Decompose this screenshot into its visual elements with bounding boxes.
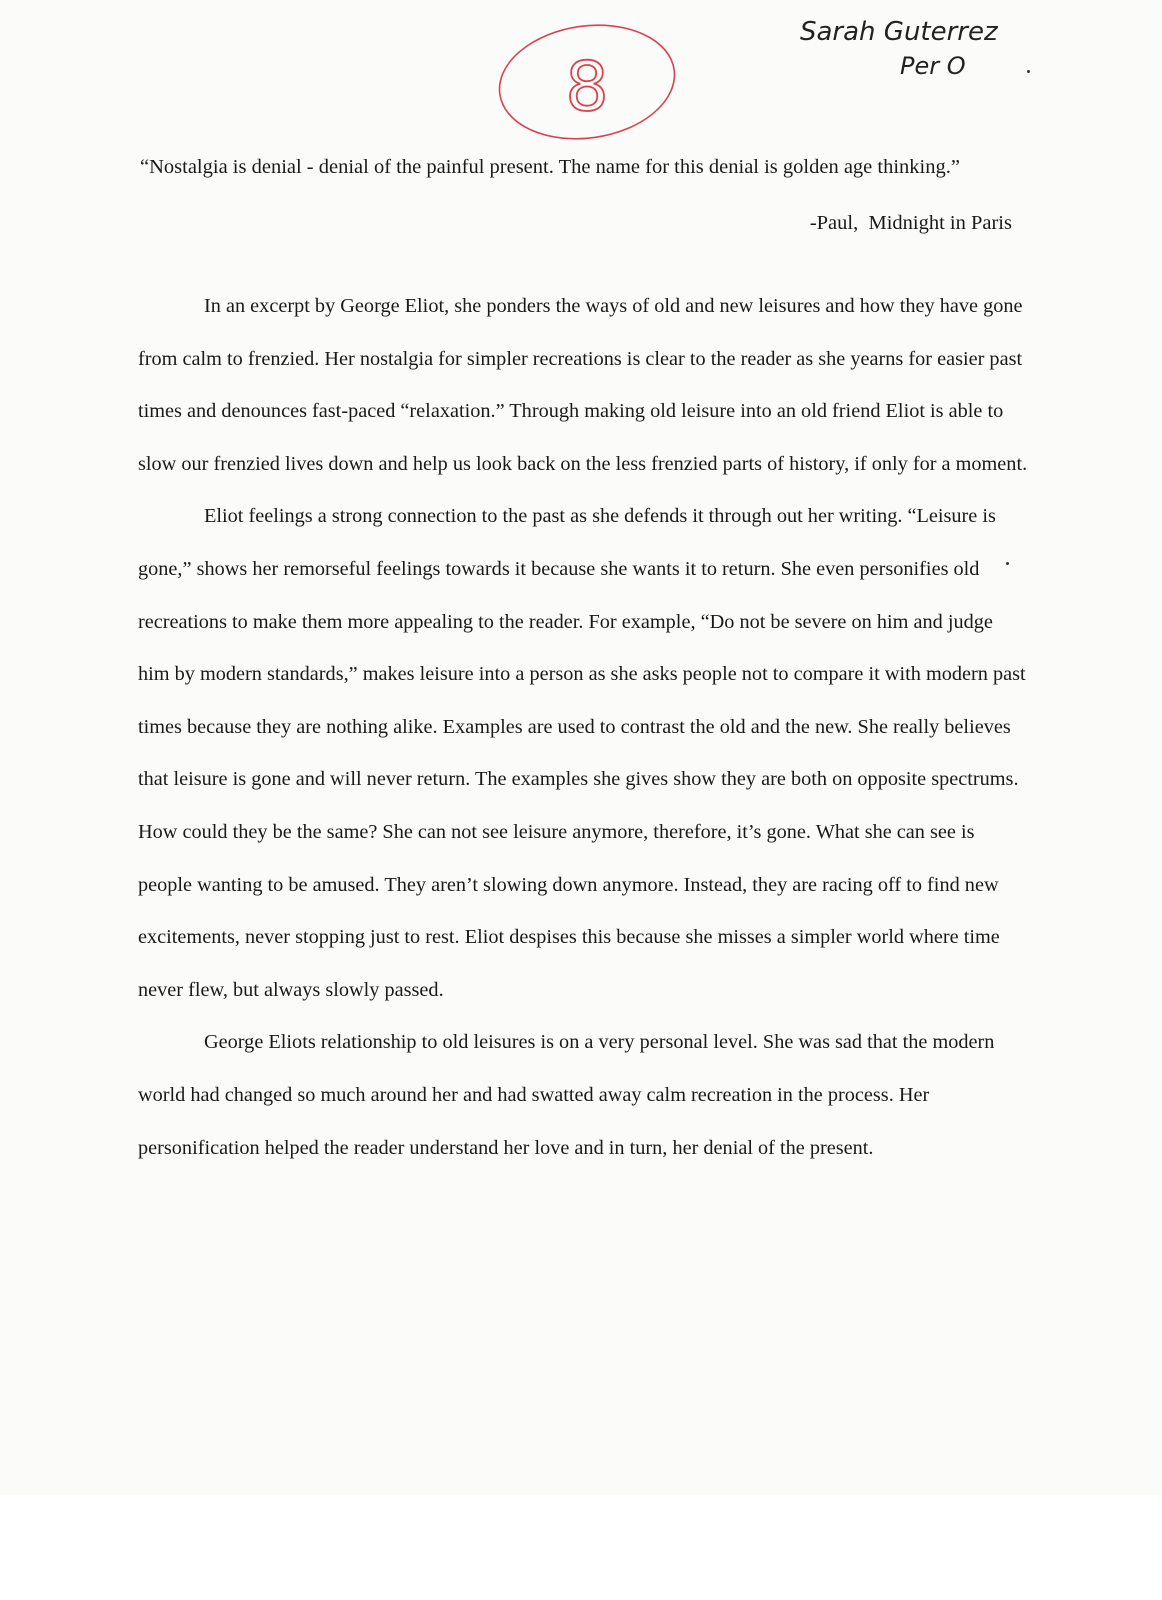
grade-circle <box>495 10 695 140</box>
essay-paragraph: Eliot feelings a strong connection to the past as she defends it through out her writing. “Leisure is gone,” shows her remorseful feelings towards it because she wants it to return. She even personifies old recreations to make them more appealing to the reader. For example, “Do not be severe on him and judge him by modern standards,” makes leisure into a person as she asks people not to compare it with modern past times because they are nothing alike. Examples are used to contrast the old and the new. She really believes that leisure is gone and will never return. The examples she gives show they are both on opposite spectrums. How could they be the same? She can not see leisure anymore, therefore, it’s gone. What she can see is people wanting to be amused. They aren’t slowing down anymore. Instead, they are racing off to find new excitements, never stopping just to rest. Eliot despises this because she misses a simpler world where time never flew, but always slowly passed. <box>138 505 1026 1001</box>
epigraph-attribution: -Paul, Midnight in Paris <box>809 212 1012 234</box>
scan-margin <box>0 1495 1162 1600</box>
essay-body <box>138 280 1028 1174</box>
student-name: Sarah Guterrez <box>800 17 998 47</box>
essay-paragraph: George Eliots relationship to old leisures is on a very personal level. She was sad that the modern world had changed so much around her and had swatted away calm recreation in the process. Her personification helped the reader understand her love and in turn, her denial of the present. <box>138 1031 995 1159</box>
essay-paragraph: In an excerpt by George Eliot, she ponders the ways of old and new leisures and how they have gone from calm to frenzied. Her nostalgia for simpler recreations is clear to the reader as she yearns for easier past times and denounces fast-paced “relaxation.” Through making old leisure into an old friend Eliot is able to slow our frenzied lives down and help us look back on the less frenzied parts of history, if only for a moment. <box>138 295 1028 475</box>
student-period: Per O <box>900 52 966 80</box>
epigraph-quote: “Nostalgia is denial - denial of the painful present. The name for this denial is golden age thinking.” <box>140 156 960 178</box>
student-name-handwriting <box>800 8 1100 88</box>
grade-value: 8 <box>565 48 609 127</box>
pencil-dot <box>1027 70 1030 73</box>
pencil-dot <box>1006 562 1009 565</box>
